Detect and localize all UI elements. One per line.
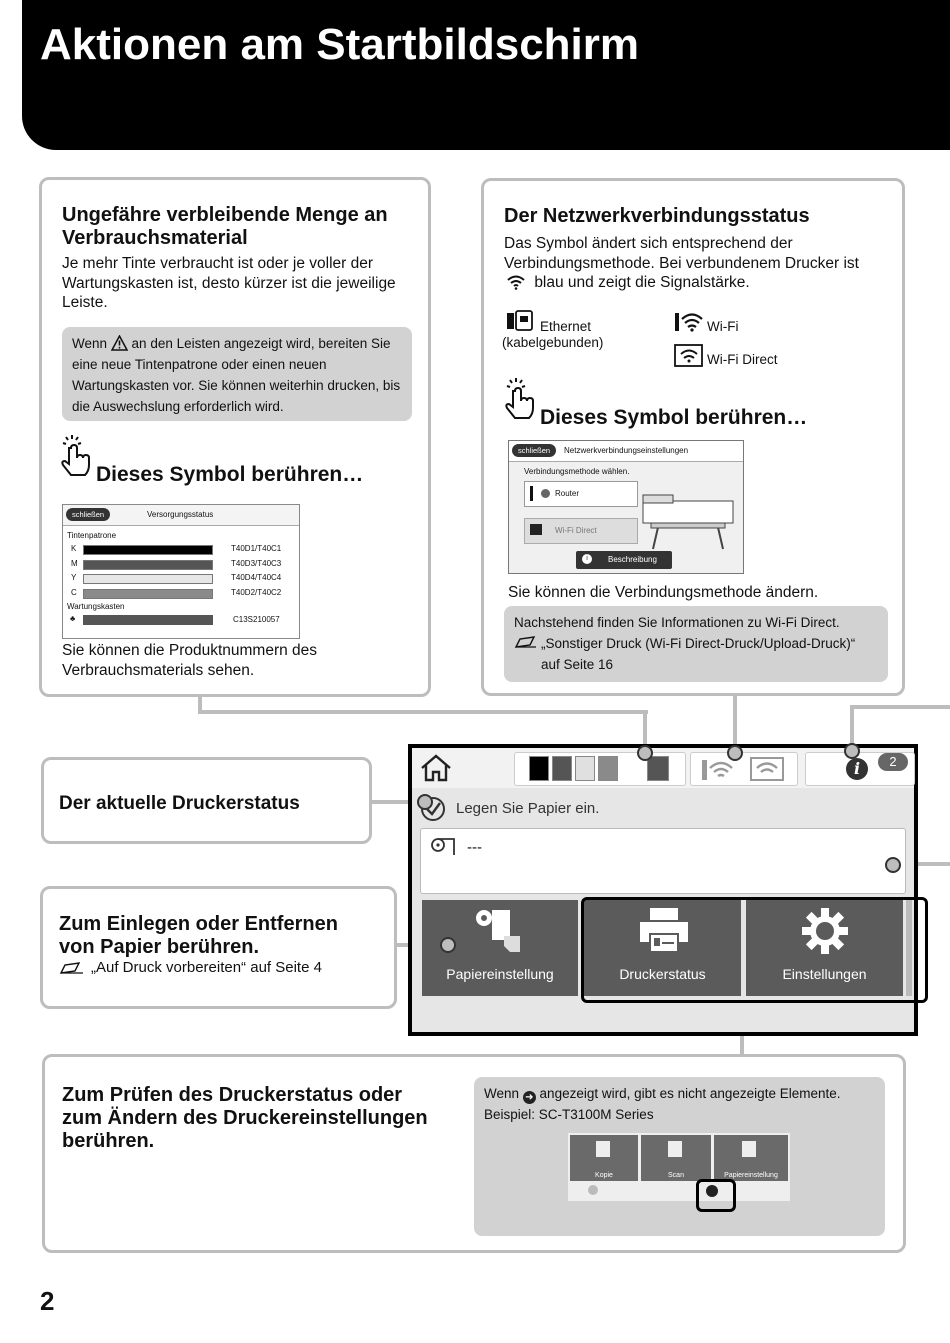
ethernet-icon — [530, 486, 533, 501]
page-number: 2 — [40, 1286, 55, 1316]
paper-reference: „Auf Druck vorbereiten“ auf Seite 4 — [91, 959, 322, 976]
reference-pen-icon — [59, 961, 85, 975]
paper-settings-icon — [472, 906, 528, 956]
mini-ink-letter: C — [71, 587, 77, 597]
mini-tile — [714, 1135, 788, 1181]
wifi-direct-icon — [749, 756, 787, 782]
info-icon: i — [582, 554, 592, 564]
connector-dot — [637, 745, 653, 761]
mini-wifi-direct-label: Wi-Fi Direct — [555, 526, 597, 535]
network-note-a: Nachstehend finden Sie Informationen zu Wi-Fi Direct. — [514, 615, 840, 630]
bottom-note-a: Wenn — [484, 1086, 523, 1101]
mini-prompt: Verbindungsmethode wählen. — [524, 467, 630, 476]
paper-settings-icon — [742, 1141, 756, 1157]
network-text-a: Das Symbol ändert sich entsprechend der Verbindungsmethode. Bei verbundenem Drucker ist — [504, 235, 859, 272]
bottom-title-b: zum Ändern des Druckereinstellungen — [62, 1107, 428, 1129]
mini-ink-code: T40D3/T40C3 — [231, 558, 282, 568]
network-status-button[interactable] — [690, 752, 798, 786]
connector-dot — [885, 857, 901, 873]
connector-line — [850, 705, 950, 709]
mini-description-button — [576, 551, 672, 569]
mini-ink-letter: Y — [71, 573, 77, 582]
bottom-note-b: angezeigt wird, gibt es nicht angezeigte Elemente. — [539, 1086, 841, 1101]
network-title: Der Netzwerkverbindungsstatus — [504, 205, 810, 227]
touch-hand-icon — [502, 377, 536, 423]
scan-icon — [668, 1141, 682, 1157]
mini-tile-label: Scan — [668, 1172, 684, 1179]
consumables-text: Je mehr Tinte verbraucht ist oder je voller der Wartungskasten ist, desto kürzer ist die jeweilige Leiste. — [62, 255, 396, 311]
mini-wifi-direct-option — [524, 518, 638, 544]
ethernet-icon — [506, 309, 536, 331]
mini-title: Versorgungsstatus — [147, 510, 214, 519]
home-icon[interactable] — [418, 752, 454, 784]
mini-ink-bar — [83, 560, 213, 570]
maintenance-icon: ♣ — [70, 614, 76, 623]
settings-info-box — [42, 1054, 906, 1253]
bottom-note-c: Beispiel: SC-T3100M Series — [484, 1107, 654, 1122]
connector-line — [198, 710, 648, 714]
arrow-right-circle-icon: ➜ — [523, 1091, 536, 1104]
mini-router-label: Router — [555, 489, 580, 498]
supply-status-screenshot — [62, 504, 300, 639]
touch-hand-icon — [58, 434, 92, 480]
consumables-note — [62, 327, 412, 421]
mini-title: Netzwerkverbindungseinstellungen — [564, 446, 689, 455]
mini-maint-label: Wartungskasten — [67, 602, 125, 611]
highlight-frame — [581, 897, 928, 1003]
notification-count-badge: 2 — [878, 753, 908, 771]
paper-info-panel[interactable] — [420, 828, 906, 894]
printer-status-label: Der aktuelle Druckerstatus — [59, 793, 300, 814]
page-header — [22, 0, 950, 150]
mini-ink-code: T40D4/T40C4 — [231, 573, 282, 582]
consumables-box — [39, 177, 431, 697]
mini-ink-bar — [83, 574, 213, 584]
mini-maint-bar — [83, 615, 213, 625]
router-icon — [541, 489, 550, 498]
network-note-b: „Sonstiger Druck (Wi-Fi Direct-Druck/Upload-Druck)“ — [541, 636, 856, 651]
network-box — [481, 178, 905, 696]
wifi-status-icon — [701, 756, 735, 782]
consumables-title: Ungefähre verbleibende Menge an Verbrauchsmaterial — [62, 204, 388, 249]
mini-ink-bar — [83, 589, 213, 599]
note-text-b: an den Leisten angezeigt wird, bereiten Sie eine neue Tintenpatrone oder einen neuen Wartungskasten vor. Sie können weiterhin drucken, bis die Auswechslung erforderlich wird. — [72, 336, 401, 414]
highlight-frame — [696, 1179, 736, 1212]
info-button[interactable] — [805, 752, 915, 786]
ink-bar — [575, 756, 595, 781]
connector-dot — [417, 794, 433, 810]
paper-info-text: --- — [467, 839, 482, 856]
paper-title-b: von Papier berühren. — [59, 936, 260, 958]
tile-label: Einstellungen — [782, 966, 867, 982]
ethernet-sublabel: (kabelgebunden) — [502, 335, 604, 350]
connector-dot — [440, 937, 456, 953]
paper-label-box — [40, 886, 397, 1009]
network-note — [504, 606, 888, 682]
bottom-title-c: berühren. — [62, 1130, 155, 1152]
mini-ink-code: T40D2/T40C2 — [231, 587, 282, 597]
printer-illustration — [639, 491, 739, 551]
maintenance-bar — [647, 756, 669, 781]
wifi-status-icon — [674, 311, 704, 333]
network-caption: Sie können die Verbindungsmethode ändern. — [508, 584, 819, 601]
mini-close-button: schließen — [66, 508, 110, 521]
wifi-direct-icon — [674, 344, 704, 368]
printer-status-label-box — [41, 757, 372, 844]
tile-label: Papiereinstellung — [446, 966, 554, 982]
ink-level-button[interactable] — [514, 752, 686, 786]
info-icon: i — [846, 758, 868, 780]
mini-ink-letter: K — [71, 544, 77, 553]
tile-label: Druckerstatus — [619, 966, 706, 982]
wifi-direct-icon — [530, 524, 542, 535]
bottom-note — [474, 1077, 885, 1236]
bottom-title-a: Zum Prüfen des Druckerstatus oder — [62, 1084, 403, 1106]
wifi-icon — [506, 274, 526, 290]
ink-bar — [552, 756, 572, 781]
mini-ink-letter: M — [71, 558, 78, 568]
wifi-label: Wi-Fi — [707, 319, 739, 334]
reference-pen-icon — [514, 635, 538, 649]
mini-ink-bar — [83, 545, 213, 555]
mini-ink-label: Tintenpatrone — [67, 531, 117, 540]
network-note-c: auf Seite 16 — [541, 657, 614, 672]
mini-tile — [570, 1135, 638, 1181]
mini-maint-code: C13S210057 — [233, 615, 280, 624]
connector-dot — [727, 745, 743, 761]
mini-router-option — [524, 481, 638, 507]
network-touch-label: Dieses Symbol berühren… — [540, 406, 808, 429]
network-text-b: blau und zeigt die Signalstärke. — [534, 274, 750, 291]
wifi-direct-label: Wi-Fi Direct — [707, 352, 778, 367]
mini-close-button: schließen — [512, 444, 556, 457]
ink-bar — [529, 756, 549, 781]
note-text-a: Wenn — [72, 336, 111, 351]
consumables-touch-label: Dieses Symbol berühren… — [96, 463, 364, 486]
more-items-screenshot — [568, 1133, 790, 1201]
mini-description-label: Beschreibung — [608, 555, 657, 564]
paper-title-a: Zum Einlegen oder Entfernen — [59, 913, 338, 935]
consumables-caption: Sie können die Produktnummern des Verbrauchsmaterials sehen. — [62, 642, 318, 679]
page-title: Aktionen am Startbildschirm — [40, 20, 640, 69]
roll-paper-icon — [431, 837, 459, 857]
network-settings-screenshot — [508, 440, 744, 574]
mini-ink-code: T40D1/T40C1 — [231, 544, 282, 553]
mini-tile-label: Papiereinstellung — [724, 1172, 778, 1179]
warning-icon — [111, 335, 128, 351]
ethernet-label: Ethernet — [540, 319, 592, 334]
info-icon — [588, 1185, 598, 1195]
network-text — [504, 234, 884, 293]
connector-dot — [844, 743, 860, 759]
mini-tile-label: Kopie — [595, 1172, 613, 1179]
mini-tile — [641, 1135, 711, 1181]
copy-icon — [596, 1141, 610, 1157]
printer-status-text: Legen Sie Papier ein. — [456, 800, 600, 817]
ink-bar — [598, 756, 618, 781]
